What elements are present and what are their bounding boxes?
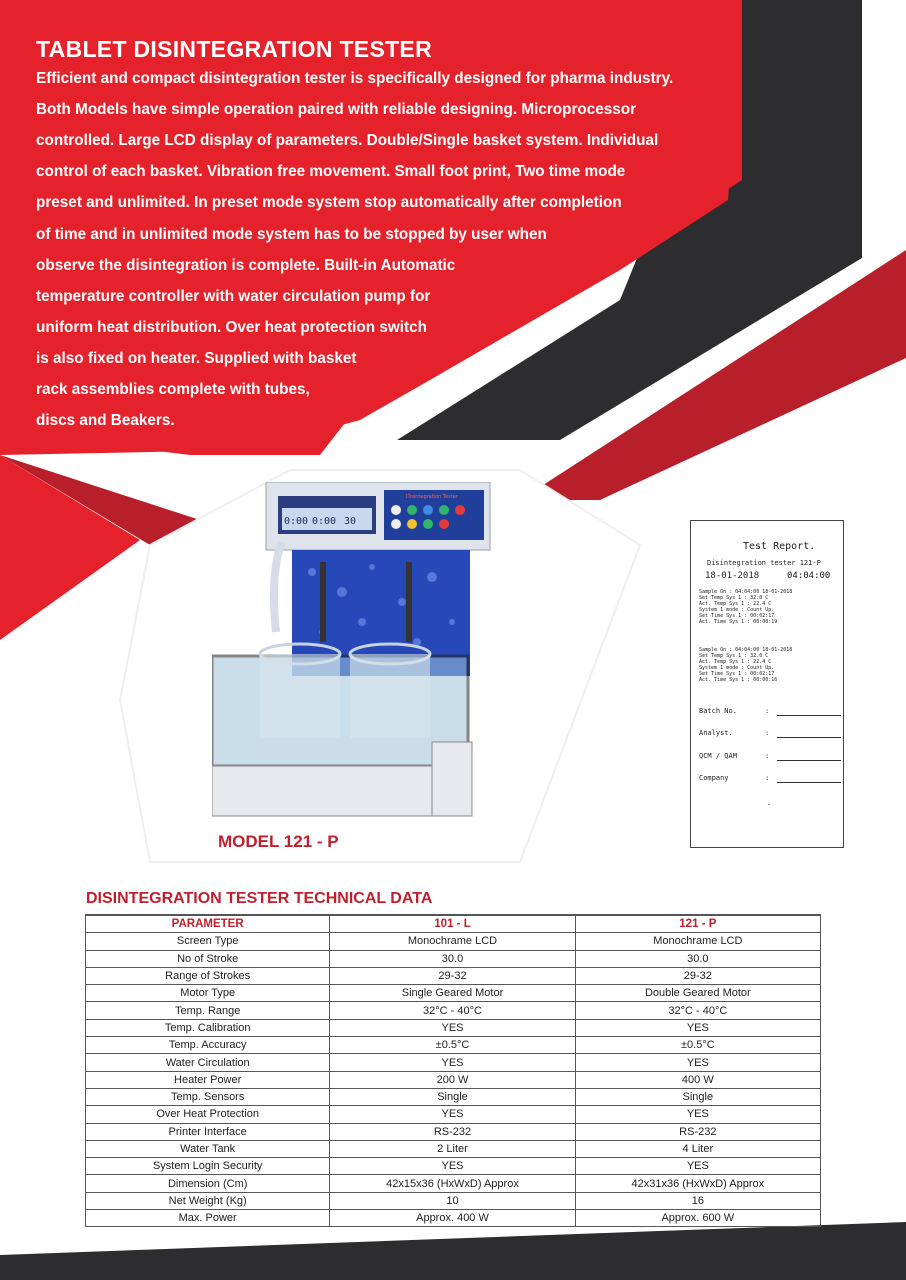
basket-rod (406, 562, 412, 642)
receipt-colon: : (765, 707, 770, 715)
model-label: MODEL 121 - P (218, 832, 339, 851)
receipt-field-line (777, 760, 841, 761)
table-cell: YES (330, 1158, 575, 1175)
key-button (423, 519, 433, 529)
description-line: uniform heat distribution. Over heat protection switch (36, 319, 427, 336)
table-cell: Double Geared Motor (575, 985, 820, 1002)
table-cell: ±0.5°C (330, 1037, 575, 1054)
dark-band-bottom (0, 1222, 906, 1280)
table-cell: 29-32 (575, 967, 820, 984)
table-cell: Screen Type (86, 933, 330, 950)
table-cell: Water Circulation (86, 1054, 330, 1071)
table-row (86, 1106, 821, 1123)
table-cell: Printer Interface (86, 1123, 330, 1140)
table-cell: Dimension (Cm) (86, 1175, 330, 1192)
table-row (86, 1054, 821, 1071)
key-button (407, 519, 417, 529)
description-line: discs and Beakers. (36, 412, 175, 429)
table-cell: Water Tank (86, 1140, 330, 1157)
receipt-field-label: Analyst. (699, 729, 733, 737)
table-cell: Temp. Calibration (86, 1019, 330, 1036)
table-cell: Single Geared Motor (330, 985, 575, 1002)
table-cell: Single (575, 1088, 820, 1105)
table-title: DISINTEGRATION TESTER TECHNICAL DATA (86, 890, 433, 907)
receipt-subtitle: Disintegration tester 121-P (707, 559, 821, 567)
receipt-field-label: Batch No. (699, 707, 737, 715)
receipt-line: Set Temp Sys 1 : 32.0 C (699, 653, 769, 659)
key-button (439, 505, 449, 515)
receipt-field-label: Company (699, 774, 729, 782)
receipt-date: 18-01-2018 (705, 571, 760, 581)
technical-data-table (85, 914, 821, 1227)
table-cell: YES (330, 1054, 575, 1071)
table-cell: Motor Type (86, 985, 330, 1002)
table-row (86, 1037, 821, 1054)
table-cell: 30.0 (575, 950, 820, 967)
table-cell: 29-32 (330, 967, 575, 984)
receipt-line: Sample On : 04:04:00 18-01-2018 (699, 589, 793, 595)
description-line: Both Models have simple operation paired with reliable designing. Microprocessor (36, 101, 637, 118)
table-cell: 42x15x36 (HxWxD) Approx (330, 1175, 575, 1192)
table-row (86, 967, 821, 984)
table-cell: YES (575, 1054, 820, 1071)
table-row (86, 1192, 821, 1209)
page-title: TABLET DISINTEGRATION TESTER (36, 36, 432, 62)
lcd-time-1: 0:00 (284, 516, 309, 527)
table-cell: Approx. 400 W (330, 1210, 575, 1227)
lcd-time-2: 0:00 (312, 516, 337, 527)
table-cell: 2 Liter (330, 1140, 575, 1157)
table-cell: Monochrame LCD (330, 933, 575, 950)
table-cell: Range of Strokes (86, 967, 330, 984)
key-button (455, 505, 465, 515)
table-row (86, 1158, 821, 1175)
description-line: control of each basket. Vibration free movement. Small foot print, Two time mode (36, 163, 626, 180)
table-cell: YES (330, 1019, 575, 1036)
table-cell: 16 (575, 1192, 820, 1209)
description-line: preset and unlimited. In preset mode system stop automatically after completion (36, 194, 622, 211)
table-cell: 32°C - 40°C (330, 1002, 575, 1019)
table-row (86, 1019, 821, 1036)
table-row (86, 1210, 821, 1227)
table-cell: 42x31x36 (HxWxD) Approx (575, 1175, 820, 1192)
receipt-line: System 1 mode : Count Up. (699, 665, 775, 671)
table-cell: Net Weight (Kg) (86, 1192, 330, 1209)
table-row (86, 985, 821, 1002)
receipt-line: Set Time Sys 1 : 00:02:17 (699, 613, 775, 619)
table-cell: YES (575, 1158, 820, 1175)
key-button (423, 505, 433, 515)
table-cell: Temp. Sensors (86, 1088, 330, 1105)
key-button (439, 519, 449, 529)
water-tube (274, 542, 282, 632)
beaker (260, 654, 340, 738)
table-cell: System Login Security (86, 1158, 330, 1175)
table-cell: Single (330, 1088, 575, 1105)
receipt-footer: - (767, 801, 772, 809)
table-cell: Over Heat Protection (86, 1106, 330, 1123)
table-cell: 400 W (575, 1071, 820, 1088)
base-side (432, 742, 472, 816)
test-report-receipt (690, 520, 844, 848)
table-row (86, 1088, 821, 1105)
panel-title: Disintegration Tester (406, 494, 458, 500)
key-button (391, 519, 401, 529)
receipt-field-line (777, 782, 841, 783)
receipt-line: Set Temp Sys 1 : 32.0 C (699, 595, 769, 601)
table-header-row (86, 915, 821, 933)
receipt-colon: : (765, 752, 770, 760)
receipt-line: System 1 mode : Count Up. (699, 607, 775, 613)
column-header: 101 - L (330, 915, 575, 933)
table-cell: RS-232 (575, 1123, 820, 1140)
table-cell: 200 W (330, 1071, 575, 1088)
table-cell: RS-232 (330, 1123, 575, 1140)
table-cell: Temp. Accuracy (86, 1037, 330, 1054)
basket-rod (320, 562, 326, 642)
table-cell: 30.0 (330, 950, 575, 967)
column-header: 121 - P (575, 915, 820, 933)
table-row (86, 1002, 821, 1019)
table-row (86, 950, 821, 967)
table-cell: Temp. Range (86, 1002, 330, 1019)
receipt-field-line (777, 715, 841, 716)
receipt-time: 04:04:00 (787, 571, 831, 581)
table-cell: YES (575, 1106, 820, 1123)
description-line: observe the disintegration is complete. Built-in Automatic (36, 257, 456, 274)
table-cell: Heater Power (86, 1071, 330, 1088)
receipt-field-line (777, 737, 841, 738)
key-button (391, 505, 401, 515)
beaker (350, 654, 430, 738)
table-cell: ±0.5°C (575, 1037, 820, 1054)
table-cell: 4 Liter (575, 1140, 820, 1157)
description-line: is also fixed on heater. Supplied with basket (36, 350, 357, 367)
table-cell: Max. Power (86, 1210, 330, 1227)
table-cell: No of Stroke (86, 950, 330, 967)
table-cell: YES (330, 1106, 575, 1123)
receipt-title: Test Report. (743, 541, 816, 552)
table-cell: 32°C - 40°C (575, 1002, 820, 1019)
table-row (86, 1175, 821, 1192)
key-button (407, 505, 417, 515)
receipt-field-label: QCM / QAM (699, 752, 737, 760)
description-line: controlled. Large LCD display of parameters. Double/Single basket system. Individual (36, 132, 659, 149)
receipt-line: Set Time Sys 1 : 00:02:17 (699, 671, 775, 677)
table-cell: Monochrame LCD (575, 933, 820, 950)
receipt-line: Sample On : 04:04:00 18-01-2018 (699, 647, 793, 653)
table-cell: 10 (330, 1192, 575, 1209)
table-row (86, 933, 821, 950)
table-cell: Approx. 600 W (575, 1210, 820, 1227)
base-plate (212, 766, 432, 816)
description-line: temperature controller with water circulation pump for (36, 288, 431, 305)
description-line: Efficient and compact disintegration tester is specifically designed for pharma industry. (36, 70, 674, 87)
table-cell: YES (575, 1019, 820, 1036)
receipt-line: Act. Temp Sys 1 : 22.4 C (699, 601, 772, 607)
product-image (212, 482, 494, 834)
table-row (86, 1123, 821, 1140)
description-line: rack assemblies complete with tubes, (36, 381, 310, 398)
column-header: PARAMETER (86, 915, 330, 933)
receipt-colon: : (765, 774, 770, 782)
receipt-line: Act. Temp Sys 1 : 22.4 C (699, 659, 772, 665)
table-row (86, 1071, 821, 1088)
description-line: of time and in unlimited mode system has to be stopped by user when (36, 226, 547, 243)
receipt-line: Act. Time Sys 1 : 00:00:19 (699, 619, 778, 625)
receipt-line: Act. Time Sys 1 : 00:00:16 (699, 677, 778, 683)
lcd-count: 30 (344, 516, 357, 527)
table-row (86, 1140, 821, 1157)
receipt-colon: : (765, 729, 770, 737)
